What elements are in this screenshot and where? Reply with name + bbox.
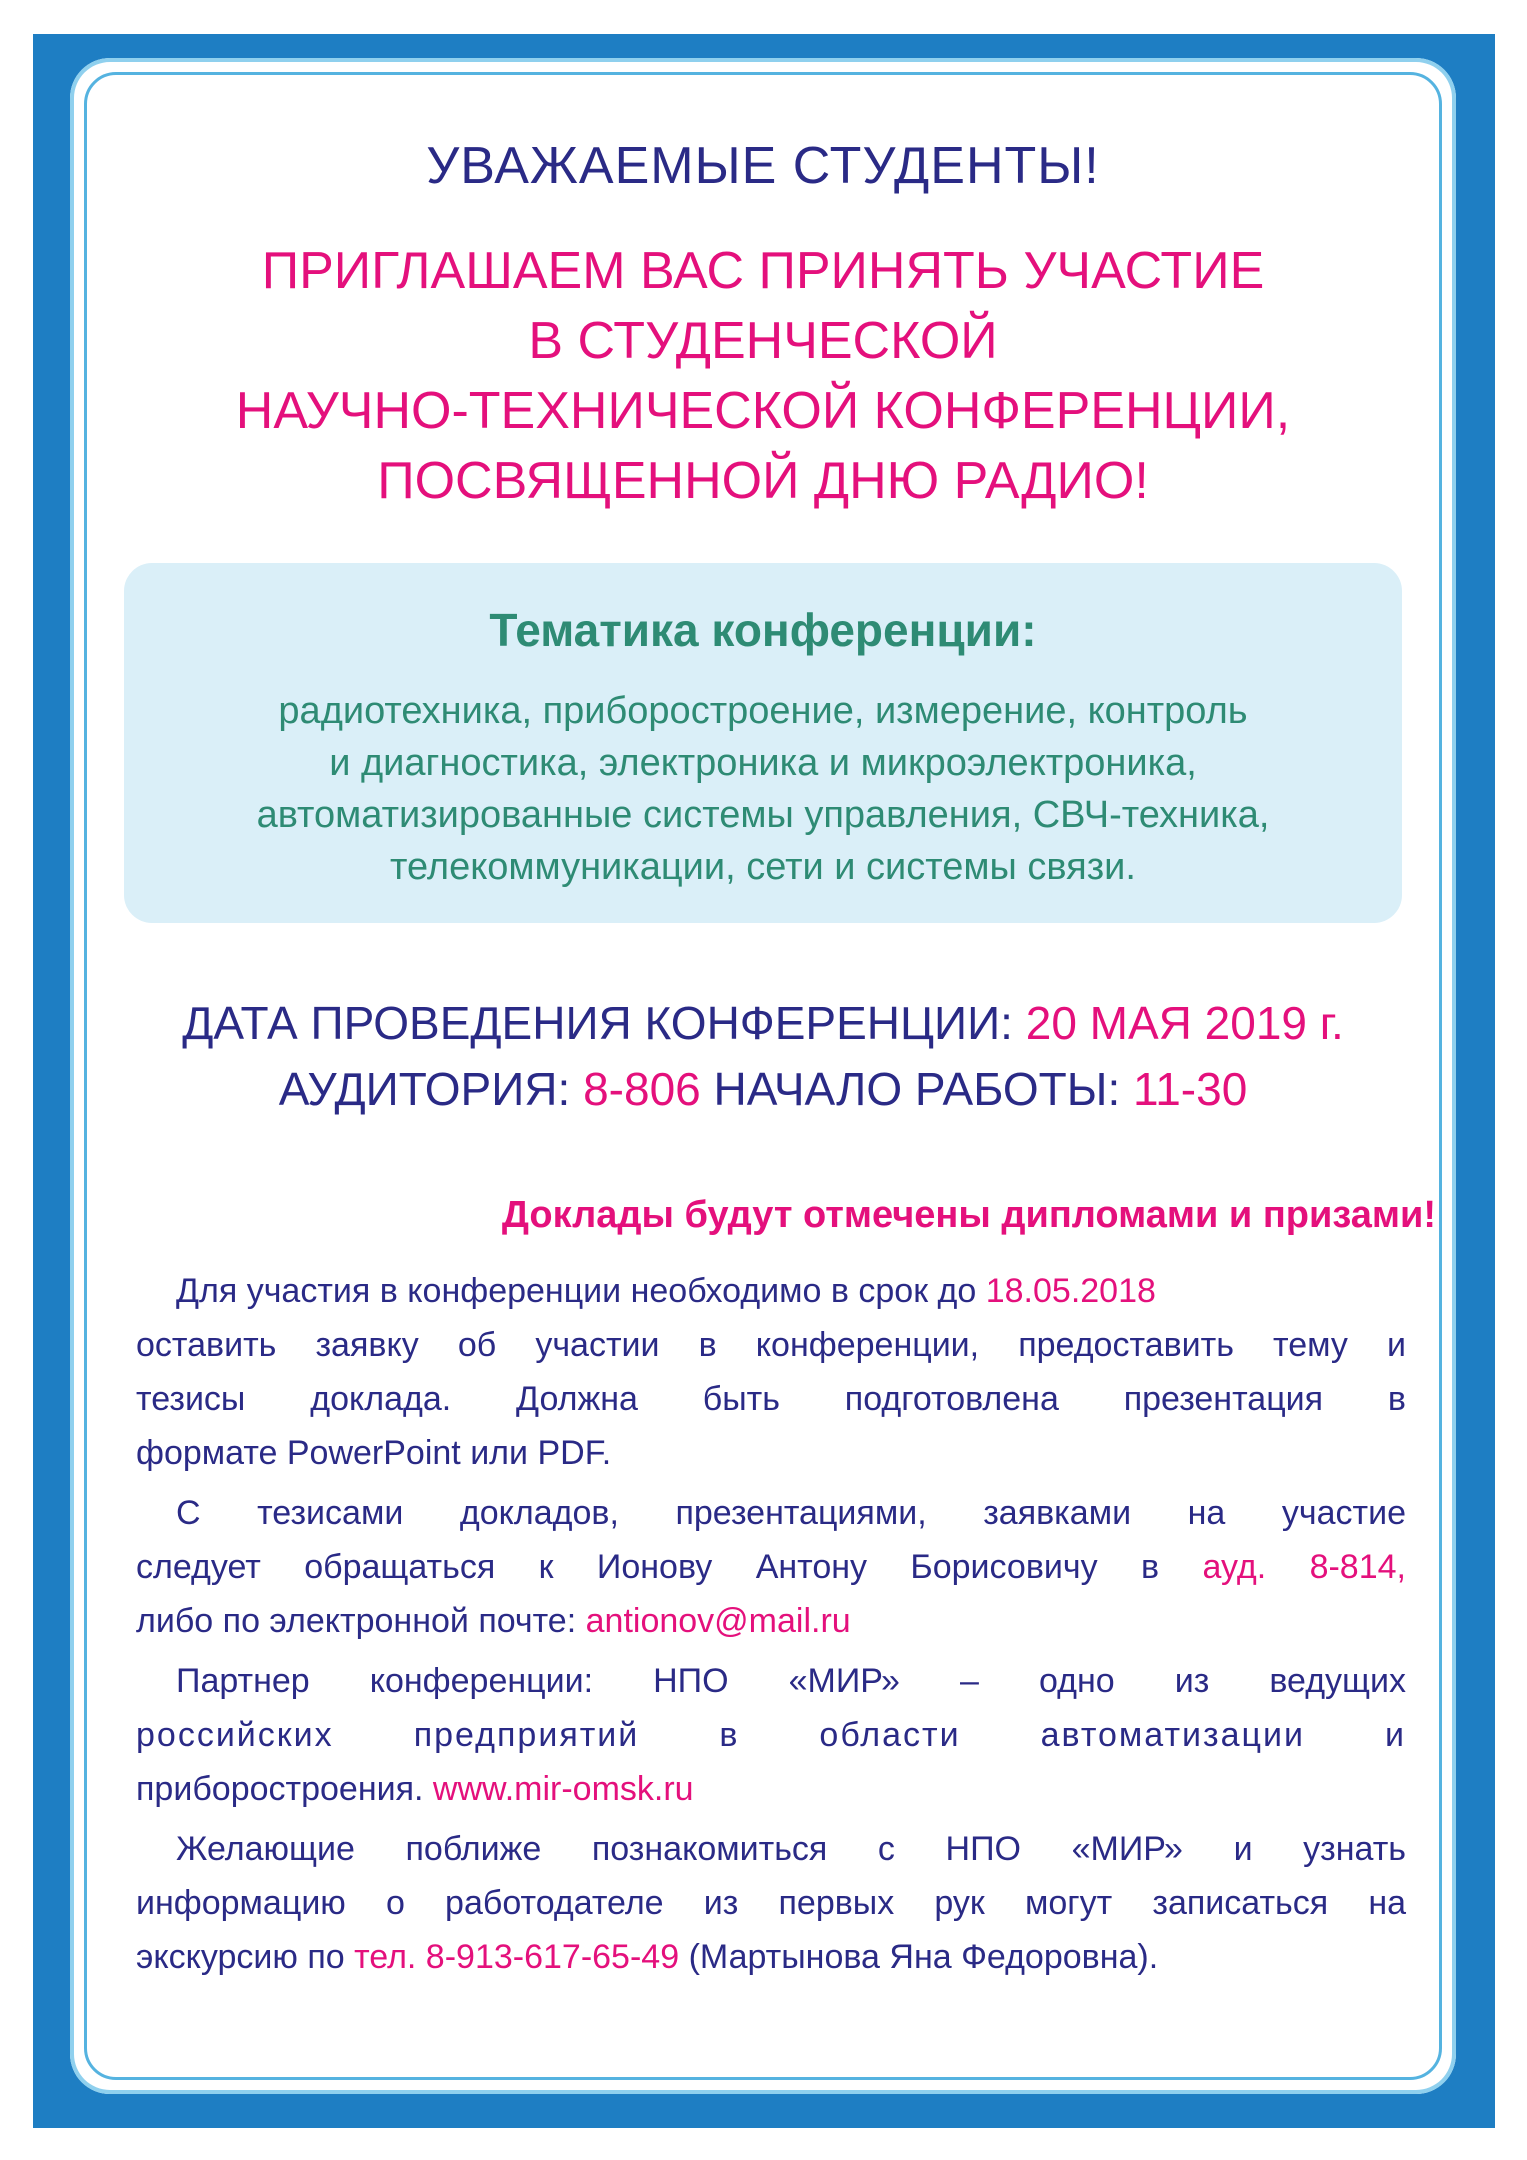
p2-line bbox=[136, 1594, 1406, 1648]
topics-line: телекоммуникации, сети и системы связи. bbox=[390, 846, 1136, 888]
event-info bbox=[70, 990, 1456, 1122]
p2-text: следует обращаться к Ионову Антону Борисовичу в bbox=[136, 1548, 1160, 1586]
details-text bbox=[136, 1264, 1406, 1984]
p3-line: российских предприятий в области автоматизации и bbox=[136, 1716, 1406, 1754]
p3-line: Партнер конференции: НПО «МИР» – одно из ведущих bbox=[176, 1662, 1406, 1700]
topics-line: и диагностика, электроника и микроэлектроника, bbox=[329, 742, 1197, 784]
topics-line: автоматизированные системы управления, СВЧ-техника, bbox=[256, 794, 1270, 836]
contact-room: ауд. 8-814, bbox=[1202, 1548, 1406, 1586]
room-value: 8-806 bbox=[583, 1063, 701, 1115]
p4-line: Желающие поближе познакомиться с НПО «МИР» и узнать bbox=[176, 1830, 1406, 1868]
p2-line bbox=[136, 1540, 1406, 1594]
topics-heading: Тематика конференции: bbox=[489, 604, 1037, 656]
invitation-line: В СТУДЕНЧЕСКОЙ bbox=[528, 312, 998, 370]
p2-line: С тезисами докладов, презентациями, заявками на участие bbox=[176, 1494, 1406, 1532]
start-value: 11-30 bbox=[1133, 1063, 1248, 1115]
p1-text: Для участия в конференции необходимо в срок до bbox=[176, 1272, 977, 1310]
date-value: 20 МАЯ 2019 г. bbox=[1025, 997, 1344, 1049]
phone-number[interactable]: тел. 8-913-617-65-49 bbox=[354, 1938, 680, 1976]
invitation bbox=[70, 236, 1456, 516]
p1-line: тезисы доклада. Должна быть подготовлена презентация в bbox=[136, 1380, 1406, 1418]
p2-text: либо по электронной почте: bbox=[136, 1602, 577, 1640]
deadline-date: 18.05.2018 bbox=[985, 1272, 1156, 1310]
topics-line: радиотехника, приборостроение, измерение, контроль bbox=[278, 690, 1248, 732]
p1-line bbox=[136, 1264, 1406, 1318]
p3-text: приборостроения. bbox=[136, 1770, 424, 1808]
date-row bbox=[70, 990, 1456, 1056]
website-link[interactable]: www.mir-omsk.ru bbox=[432, 1770, 694, 1808]
invitation-line: НАУЧНО-ТЕХНИЧЕСКОЙ КОНФЕРЕНЦИИ, bbox=[235, 382, 1291, 440]
p1-line: формате PowerPoint или PDF. bbox=[136, 1434, 612, 1472]
p4-line bbox=[136, 1930, 1406, 1984]
awards-notice: Доклады будут отмечены дипломами и призами! bbox=[501, 1194, 1436, 1236]
page-title: УВАЖАЕМЫЕ СТУДЕНТЫ! bbox=[426, 137, 1100, 195]
date-label: ДАТА ПРОВЕДЕНИЯ КОНФЕРЕНЦИИ: bbox=[182, 997, 1013, 1049]
start-label: НАЧАЛО РАБОТЫ: bbox=[713, 1063, 1121, 1115]
p4-line: информацию о работодателе из первых рук могут записаться на bbox=[136, 1884, 1406, 1922]
contact-person: (Мартынова Яна Федоровна). bbox=[688, 1938, 1159, 1976]
room-row bbox=[70, 1056, 1456, 1122]
p1-line: оставить заявку об участии в конференции, предоставить тему и bbox=[136, 1326, 1406, 1364]
poster-content bbox=[70, 58, 1456, 2094]
topics-box bbox=[124, 563, 1402, 923]
room-label: АУДИТОРИЯ: bbox=[278, 1063, 571, 1115]
p4-text: экскурсию по bbox=[136, 1938, 345, 1976]
invitation-line: ПРИГЛАШАЕМ ВАС ПРИНЯТЬ УЧАСТИЕ bbox=[261, 242, 1265, 300]
email-link[interactable]: antionov@mail.ru bbox=[585, 1602, 851, 1640]
p3-line bbox=[136, 1762, 1406, 1816]
topics-list bbox=[124, 685, 1402, 893]
invitation-line: ПОСВЯЩЕННОЙ ДНЮ РАДИО! bbox=[377, 452, 1149, 510]
